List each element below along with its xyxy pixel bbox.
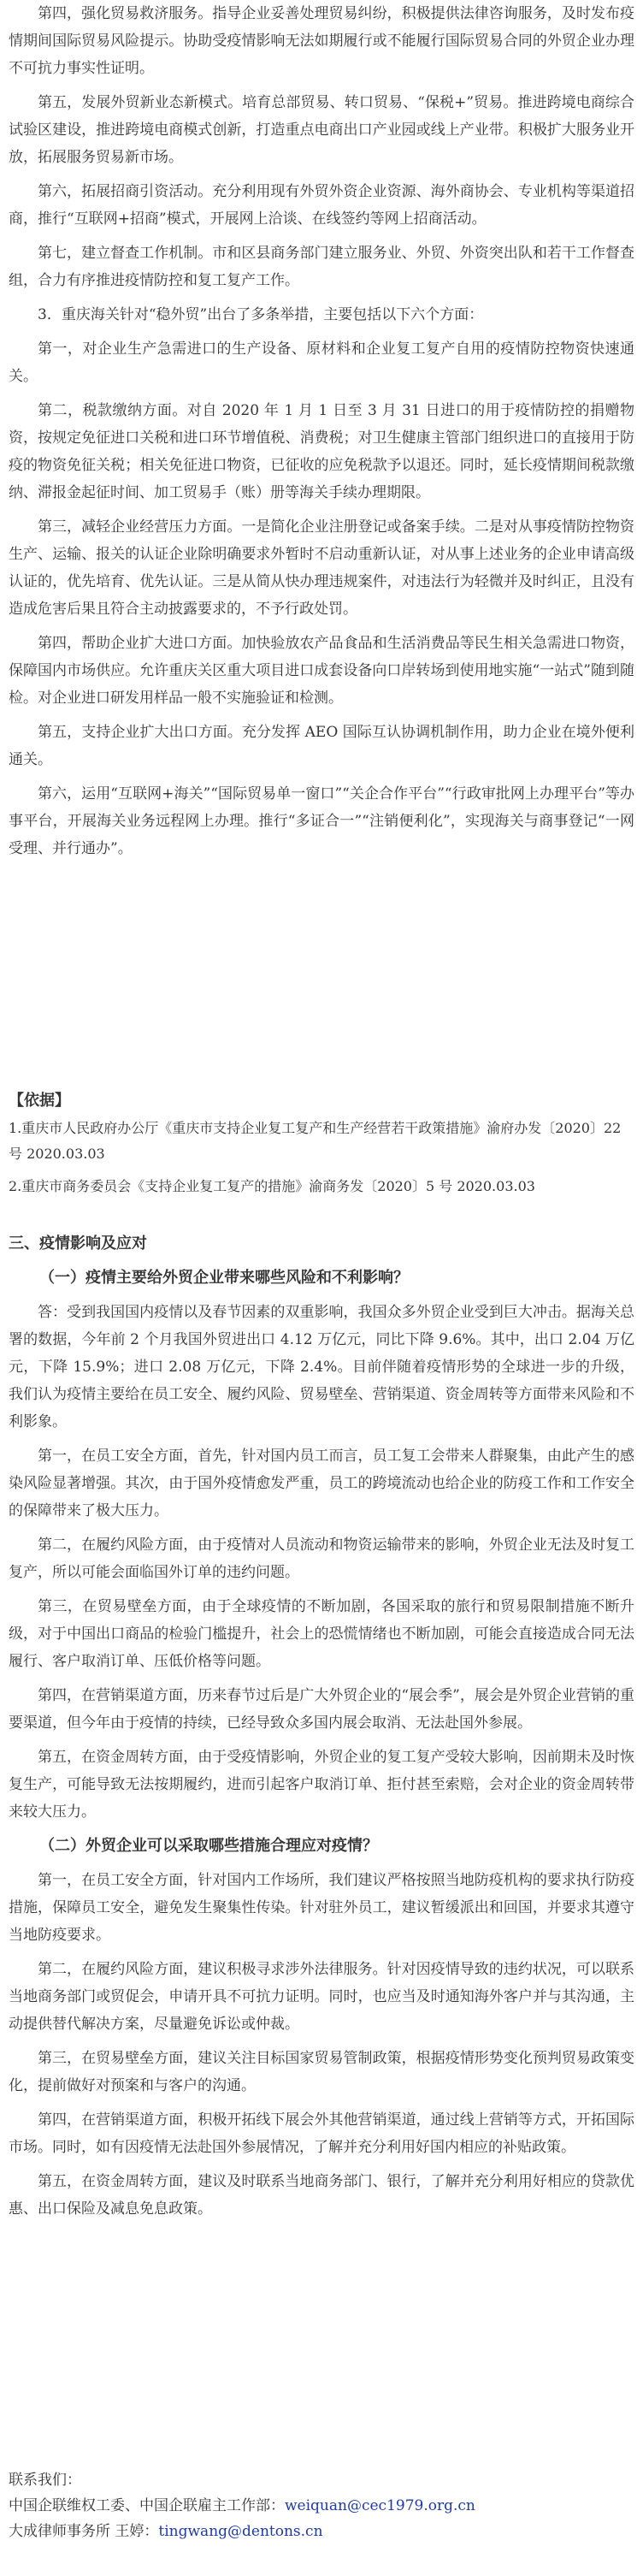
customs-paragraph: 第三，减轻企业经营压力方面。一是简化企业注册登记或备案手续。二是对从事疫情防控物资生产、运输、报关的认证企业除明确要求外暂时不启动重新认证，对从事上述业务的企业申请高级认证的，优先培育、优先认证。三是从简从快办理违规案件，对违法行为轻微并及时纠正，且没有造成危害后果且符合主动披露要求的，不予行政处罚。	[9, 518, 634, 618]
section-3-title: 三、疫情影响及应对	[9, 1235, 147, 1252]
answer-1-paragraph: 第四，在营销渠道方面，历来春节过后是广大外贸企业的“展会季”，展会是外贸企业营销的重要渠道，但今年由于疫情的持续，已经导致众多国内展会取消、无法赴国外参展。	[9, 1687, 634, 1732]
basis-item: 1.重庆市人民政府办公厅《重庆市支持企业复工复产和生产经营若干政策措施》渝府办发〔2020〕22 号 2020.03.03	[9, 1120, 622, 1162]
section-2-measures	[9, 0, 634, 869]
contact-section	[9, 2467, 634, 2544]
answer-2-paragraph: 第一，在员工安全方面，针对国内工作场所，我们建议严格按照当地防疫机构的要求执行防疫措施，保障员工安全，避免发生聚集性传染。针对驻外员工，建议暂缓派出和回国，并要求其遵守当地防疫要求。	[9, 1872, 634, 1944]
answer-1-paragraph: 第五，在资金周转方面，由于受疫情影响，外贸企业的复工复产受较大影响，因前期未及时恢复生产，可能导致无法按期履约，进而引起客户取消订单、拒付甚至索赔，会对企业的资金周转带来较大压力。	[9, 1749, 634, 1821]
paragraph-new-business-models: 第五，发展外贸新业态新模式。培育总部贸易、转口贸易、“保税+”贸易。推进跨境电商综合试验区建设，推进跨境电商模式创新，打造重点电商出口产业园或线上产业带。积极扩大服务业开放，拓展服务贸易新市场。	[9, 94, 634, 166]
customs-paragraph: 第一，对企业生产急需进口的生产设备、原材料和企业复工复产自用的疫情防控物资快速通关。	[9, 341, 634, 385]
contact-dentons-prefix: 大成律师事务所 王婷：	[9, 2523, 159, 2540]
contact-dentons-email[interactable]: tingwang@dentons.cn	[158, 2523, 323, 2540]
basis-section	[9, 1088, 634, 1206]
contact-cec-prefix: 中国企联维权工委、中国企联雇主工作部：	[9, 2497, 285, 2514]
paragraph-trade-remedy: 第四，强化贸易救济服务。指导企业妥善处理贸易纠纷，积极提供法律咨询服务，及时发布疫情期间国际贸易风险提示。协助受疫情影响无法如期履行或不能履行国际贸易合同的外贸企业办理不可抗力事实性证明。	[9, 5, 634, 77]
contact-line-dentons	[9, 2519, 634, 2544]
answer-2-paragraph: 第五，在资金周转方面，建议及时联系当地商务部门、银行，了解并充分利用好相应的贷款优惠、出口保险及减息免息政策。	[9, 2173, 634, 2218]
contact-label: 联系我们：	[9, 2472, 81, 2489]
paragraph-investment-promotion: 第六，拓展招商引资活动。充分利用现有外贸外资企业资源、海外商协会、专业机构等渠道招商，推行“互联网+招商”模式，开展网上洽谈、在线签约等网上招商活动。	[9, 183, 634, 228]
answer-1-paragraph: 第三，在贸易壁垒方面，由于全球疫情的不断加剧，各国采取的旅行和贸易限制措施不断升级，对于中国出口商品的检验门槛提升，社会上的恐慌情绪也不断加剧，可能会直接造成合同无法履行、客户取消订单、压低价格等问题。	[9, 1598, 634, 1670]
customs-heading: 3．重庆海关针对“稳外贸”出台了多条举措，主要包括以下六个方面：	[38, 306, 484, 323]
paragraph-supervision-mechanism: 第七，建立督查工作机制。市和区县商务部门建立服务业、外贸、外资突出队和若干工作督查组，合力有序推进疫情防控和复工复产工作。	[9, 245, 634, 289]
answer-2-paragraph: 第四，在营销渠道方面，积极开拓线下展会外其他营销渠道，通过线上营销等方式，开拓国际市场。同时，如有因疫情无法赴国外参展情况，了解并充分利用好国内相应的补贴政策。	[9, 2111, 634, 2156]
basis-item: 2.重庆市商务委员会《支持企业复工复产的措施》渝商务发〔2020〕5 号 2020.03.03	[9, 1178, 535, 1194]
contact-line-cec	[9, 2493, 634, 2519]
basis-title: 【依据】	[9, 1092, 70, 1110]
answer-1-paragraph: 答：受到我国国内疫情以及春节因素的双重影响，我国众多外贸企业受到巨大冲击。据海关总署的数据，今年前 2 个月我国外贸进出口 4.12 万亿元，同比下降 9.6%。其中，出口 2.04 万亿元，下降 15.9%；进口 2.08 万亿元，下降 2.4%。目前伴随着疫情形势的全球进一步的升级，我们认为疫情主要给在员工安全、履约风险、贸易壁垒、营销渠道、资金周转等方面带来风险和不利影象。	[9, 1304, 634, 1430]
question-1-heading: （一）疫情主要给外贸企业带来哪些风险和不利影响？	[39, 1269, 409, 1287]
contact-cec-email[interactable]: weiquan@cec1979.org.cn	[285, 2497, 475, 2514]
answer-2-paragraph: 第二，在履约风险方面，建议积极寻求涉外法律服务。针对因疫情导致的违约状况，可以联系当地商务部门或贸促会，申请开具不可抗力证明。同时，也应当及时通知海外客户并与其沟通，主动提供替代解决方案，尽量避免诉讼或仲裁。	[9, 1961, 634, 2033]
section-3-impact	[9, 1230, 634, 2230]
customs-paragraph: 第四，帮助企业扩大进口方面。加快验放农产品食品和生活消费品等民生相关急需进口物资，保障国内市场供应。允许重庆关区重大项目进口成套设备向口岸转场到使用地实施“一站式”随到随检。对企业进口研发用样品一般不实施验证和检测。	[9, 635, 634, 707]
customs-paragraph: 第六，运用“互联网+海关”“国际贸易单一窗口”“关企合作平台”“行政审批网上办理平台”等办事平台，开展海关业务远程网上办理。推行“多证合一”“注销便利化”，实现海关与商事登记“一网受理、并行通办”。	[9, 785, 634, 857]
question-2-heading: （二）外贸企业可以采取哪些措施合理应对疫情？	[39, 1837, 378, 1855]
answer-1-paragraph: 第一，在员工安全方面，首先，针对国内员工而言，员工复工会带来人群聚集，由此产生的感染风险显著增强。其次，由于国外疫情愈发严重，员工的跨境流动也给企业的防疫工作和工作安全的保障带来了极大压力。	[9, 1448, 634, 1519]
answer-2-paragraph: 第三，在贸易壁垒方面，建议关注目标国家贸易管制政策，根据疫情形势变化预判贸易政策变化，提前做好对预案和与客户的沟通。	[9, 2050, 634, 2094]
customs-paragraph: 第五，支持企业扩大出口方面。充分发挥 AEO 国际互认协调机制作用，助力企业在境外便利通关。	[9, 724, 634, 768]
customs-paragraph: 第二，税款缴纳方面。对自 2020 年 1 月 1 日至 3 月 31 日进口的用于疫情防控的捐赠物资，按规定免征进口关税和进口环节增值税、消费税；对卫生健康主管部门组织进口的直接用于防疫的物资免征关税；相关免征进口物资，已征收的应免税款予以退还。同时，延长疫情期间税款缴纳、滞报金起征时间、加工贸易手（账）册等海关手续办理期限。	[9, 402, 634, 501]
answer-1-paragraph: 第二，在履约风险方面，由于疫情对人员流动和物资运输带来的影响，外贸企业无法及时复工复产，所以可能会面临国外订单的违约问题。	[9, 1537, 634, 1581]
